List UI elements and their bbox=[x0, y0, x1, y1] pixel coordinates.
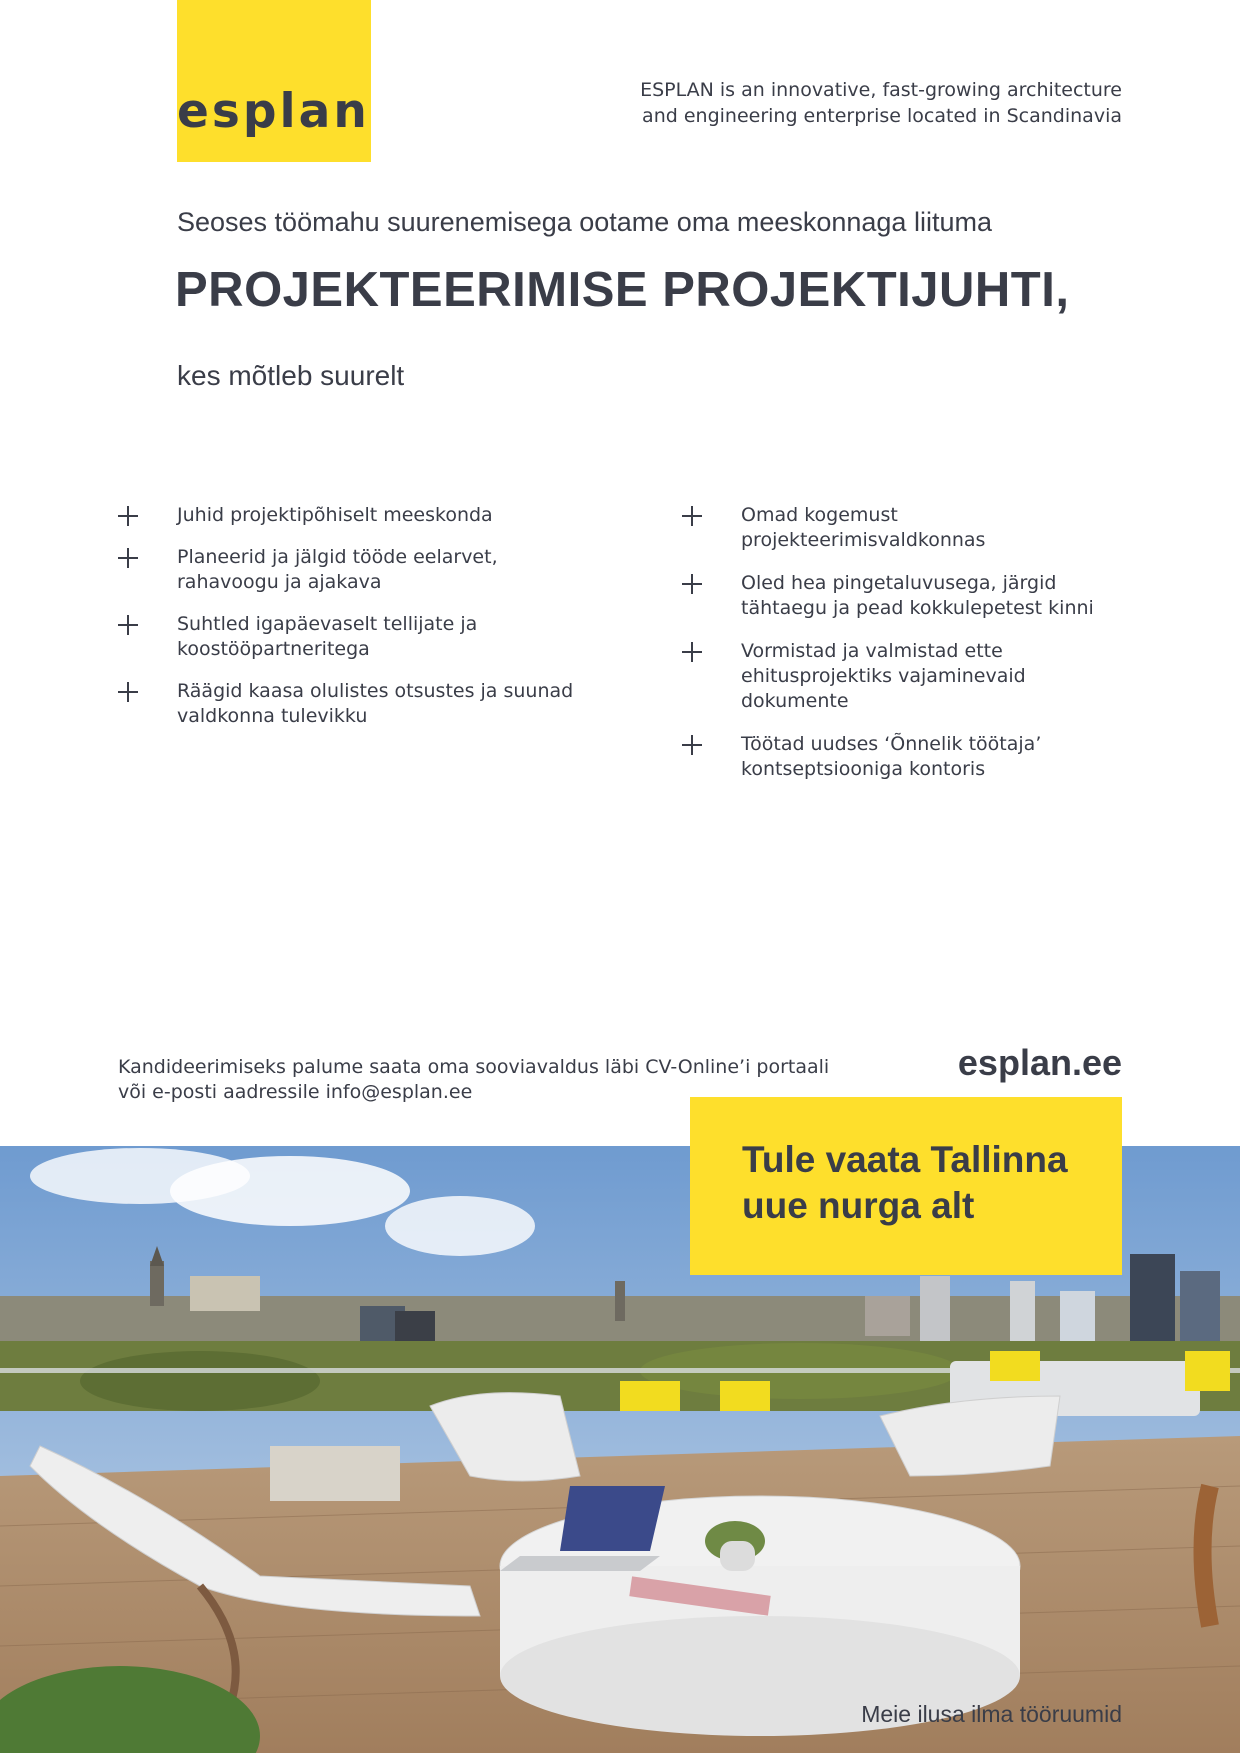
list-item-text: valdkonna tulevikku bbox=[177, 705, 368, 727]
requirements-list bbox=[682, 503, 1122, 800]
list-item bbox=[682, 503, 1122, 553]
list-item-text: ehitusprojektiks vajaminevaid bbox=[741, 665, 1026, 687]
tagline-line: ESPLAN is an innovative, fast-growing architecture bbox=[640, 79, 1122, 101]
cta-line: Tule vaata Tallinna bbox=[742, 1139, 1068, 1180]
apply-line: Kandideerimiseks palume saata oma sooviavaldus läbi CV-Online’i portaali bbox=[118, 1056, 830, 1078]
list-item-text: Planeerid ja jälgid tööde eelarvet, bbox=[177, 546, 498, 568]
list-item-text: rahavoogu ja ajakava bbox=[177, 571, 382, 593]
list-item bbox=[682, 732, 1122, 782]
list-item-text: Töötad uudses ‘Õnnelik töötaja’ bbox=[741, 733, 1042, 755]
list-item-text: Suhtled igapäevaselt tellijate ja bbox=[177, 613, 478, 635]
cta-text bbox=[742, 1137, 1068, 1229]
list-item bbox=[118, 503, 638, 528]
job-title-heading: PROJEKTEERIMISE PROJEKTIJUHTI, bbox=[175, 263, 1070, 317]
list-item bbox=[118, 679, 638, 729]
list-item-text: Juhid projektipõhiselt meeskonda bbox=[177, 504, 493, 526]
plus-icon bbox=[118, 548, 138, 568]
photo-caption: Meie ilusa ilma tööruumid bbox=[861, 1701, 1122, 1727]
list-item bbox=[682, 571, 1122, 621]
cta-line: uue nurga alt bbox=[742, 1185, 975, 1226]
list-item-text: Vormistad ja valmistad ette bbox=[741, 640, 1003, 662]
apply-line: või e-posti aadressile info@esplan.ee bbox=[118, 1081, 473, 1103]
responsibilities-list bbox=[118, 503, 638, 746]
intro-text: Seoses töömahu suurenemisega ootame oma meeskonnaga liituma bbox=[177, 207, 992, 237]
plus-icon bbox=[682, 735, 702, 755]
list-item bbox=[118, 612, 638, 662]
list-item-text: tähtaegu ja pead kokkulepetest kinni bbox=[741, 597, 1094, 619]
list-item-text: Omad kogemust bbox=[741, 504, 898, 526]
list-item bbox=[118, 545, 638, 595]
plus-icon bbox=[118, 615, 138, 635]
list-item-text: koostööpartneritega bbox=[177, 638, 370, 660]
logo bbox=[177, 0, 371, 162]
tagline-line: and engineering enterprise located in Scandinavia bbox=[642, 105, 1122, 127]
plus-icon bbox=[118, 682, 138, 702]
list-item-text: dokumente bbox=[741, 690, 849, 712]
list-item bbox=[682, 639, 1122, 714]
plus-icon bbox=[682, 506, 702, 526]
plus-icon bbox=[682, 574, 702, 594]
list-item-text: kontseptsiooniga kontoris bbox=[741, 758, 986, 780]
website-link[interactable]: esplan.ee bbox=[957, 1042, 1122, 1083]
logo-text: esplan bbox=[177, 84, 370, 139]
list-item-text: Oled hea pingetaluvusega, järgid bbox=[741, 572, 1057, 594]
list-item-text: projekteerimisvaldkonnas bbox=[741, 529, 986, 551]
subheading: kes mõtleb suurelt bbox=[177, 360, 405, 391]
company-tagline bbox=[602, 77, 1122, 129]
plus-icon bbox=[118, 506, 138, 526]
list-item-text: Räägid kaasa olulistes otsustes ja suunad bbox=[177, 680, 574, 702]
cta-box bbox=[690, 1097, 1122, 1275]
plus-icon bbox=[682, 642, 702, 662]
